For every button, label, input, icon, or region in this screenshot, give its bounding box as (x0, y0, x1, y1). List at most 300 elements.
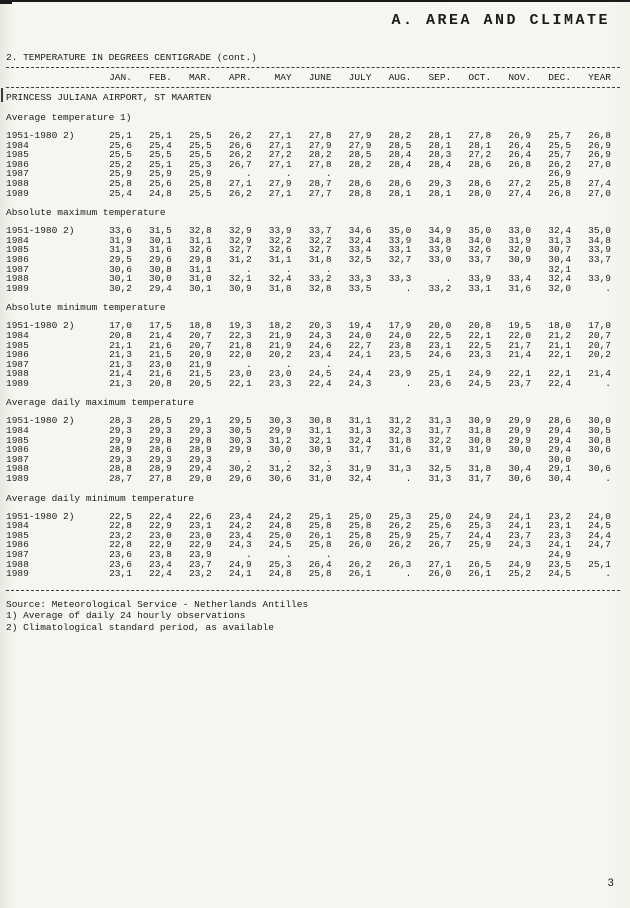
value-cell: 33,9 (268, 225, 292, 237)
value-cell: 28,8 (109, 463, 132, 475)
value-cell: 27,9 (348, 130, 372, 141)
value-cell: 28,5 (149, 415, 172, 427)
value-cell: 31,5 (149, 225, 172, 237)
value-cell: 32,1 (308, 434, 332, 446)
value-cell: 30,6 (588, 463, 611, 475)
row-label: 1988 (6, 463, 29, 475)
value-cell: 32,1 (228, 273, 252, 285)
value-cell: 23,5 (548, 558, 572, 570)
value-cell: 22,9 (149, 520, 172, 532)
value-cell: 26,2 (548, 158, 572, 170)
value-cell: 22,6 (188, 510, 212, 522)
value-cell: 33,7 (588, 253, 611, 265)
value-cell: 25,6 (109, 139, 132, 151)
value-cell: 28,2 (348, 158, 372, 170)
value-cell: 31,1 (268, 253, 292, 265)
value-cell: 27,1 (268, 158, 292, 170)
value-cell: 21,5 (149, 349, 172, 361)
station-name: PRINCESS JULIANA AIRPORT, ST MAARTEN (6, 92, 212, 103)
value-cell: 22,9 (149, 539, 172, 551)
value-cell: 25,9 (468, 539, 492, 551)
page-number: 3 (607, 878, 614, 890)
value-cell: 29,5 (109, 253, 132, 265)
value-cell: 33,7 (308, 225, 332, 237)
value-cell: 28,8 (348, 187, 372, 199)
column-header: APR. (228, 72, 252, 83)
value-cell: 29,0 (188, 473, 212, 485)
value-cell: 28,1 (428, 139, 452, 151)
value-cell: 27,7 (308, 187, 332, 199)
value-cell: 18,8 (188, 320, 212, 332)
value-cell: . (405, 282, 412, 294)
value-cell: 23,1 (428, 339, 452, 351)
value-cell: 31,3 (428, 473, 452, 485)
value-cell: 30,3 (268, 415, 292, 427)
value-cell: 34,8 (588, 234, 611, 246)
value-cell: 25,5 (188, 149, 212, 161)
row-label: 1986 (6, 158, 29, 170)
row-label: 1984 (6, 234, 29, 246)
row-label: 1988 (6, 177, 29, 189)
value-cell: 25,3 (268, 558, 292, 570)
value-cell: 24,1 (548, 539, 572, 551)
value-cell: 28,1 (468, 139, 492, 151)
value-cell: 26,8 (508, 158, 532, 170)
value-cell: 31,1 (188, 263, 212, 275)
value-cell: 25,8 (308, 539, 332, 551)
value-cell: 32,2 (308, 234, 332, 246)
value-cell (420, 265, 460, 275)
value-cell: 30,8 (588, 434, 611, 446)
value-cell: 25,7 (428, 529, 452, 541)
value-cell: 25,9 (149, 168, 172, 180)
value-cell: 23,6 (109, 558, 132, 570)
value-cell: 24,1 (348, 349, 372, 361)
row-label: 1987 (6, 168, 29, 180)
value-cell: 25,7 (548, 130, 572, 141)
value-cell: 31,3 (109, 244, 132, 256)
value-cell: 35,0 (388, 225, 412, 237)
value-cell: 24,6 (428, 349, 452, 361)
value-cell: 33,3 (388, 273, 412, 285)
value-cell: 27,8 (308, 130, 332, 141)
source-line: Source: Meteorological Service - Netherlands Antilles (6, 598, 309, 610)
value-cell: 30,6 (268, 473, 292, 485)
value-cell: 31,3 (548, 234, 572, 246)
value-cell: . (605, 568, 611, 580)
value-cell: 20,8 (109, 329, 132, 341)
row-label: 1989 (6, 282, 29, 294)
value-cell: 24,3 (348, 377, 372, 389)
value-cell: 29,6 (228, 473, 252, 485)
value-cell: 24,2 (268, 510, 292, 522)
value-cell: 20,5 (188, 377, 212, 389)
value-cell: 25,5 (188, 130, 212, 141)
value-cell: 31,2 (228, 253, 252, 265)
value-cell: 32,3 (308, 463, 332, 475)
value-cell: 24,5 (548, 568, 572, 580)
value-cell: 26,4 (508, 149, 532, 161)
value-cell: 28,9 (188, 444, 212, 456)
value-cell: 23,4 (228, 529, 252, 541)
value-cell: 33,3 (348, 273, 372, 285)
value-cell: 26,1 (308, 529, 332, 541)
value-cell: 25,3 (388, 510, 412, 522)
value-cell: 30,0 (588, 415, 611, 427)
value-cell: 32,4 (548, 273, 572, 285)
value-cell: 26,9 (548, 168, 572, 180)
value-cell: 21,6 (149, 368, 172, 380)
value-cell: 23,0 (188, 529, 212, 541)
value-cell: 23,0 (268, 368, 292, 380)
value-cell: 22,5 (428, 329, 452, 341)
value-cell: . (325, 549, 332, 560)
value-cell: 32,4 (348, 234, 372, 246)
value-cell: 22,0 (228, 349, 252, 361)
value-cell: 23,0 (228, 368, 252, 380)
value-cell: 25,8 (348, 520, 372, 532)
value-cell: 31,9 (428, 444, 452, 456)
table-section (6, 398, 620, 483)
value-cell: 30,0 (548, 453, 572, 465)
row-label: 1984 (6, 520, 29, 532)
value-cell: 24,8 (268, 520, 292, 532)
value-cell: 25,5 (149, 149, 172, 161)
value-cell: 33,9 (388, 234, 412, 246)
column-header: MAR. (188, 72, 212, 83)
value-cell: 32,2 (268, 234, 292, 246)
value-cell: 31,0 (188, 273, 212, 285)
value-cell: 22,1 (228, 377, 252, 389)
value-cell: 21,1 (109, 339, 132, 351)
value-cell: 22,9 (188, 539, 212, 551)
section-heading: Average daily minimum temperature (6, 492, 195, 504)
value-cell: 25,8 (548, 177, 572, 189)
row-label: 1986 (6, 253, 29, 265)
row-label: 1985 (6, 529, 29, 541)
value-cell: 31,8 (308, 253, 332, 265)
value-cell: 31,1 (348, 415, 372, 427)
value-cell: 21,9 (188, 358, 212, 370)
value-cell: 31,2 (268, 434, 292, 446)
row-label: 1989 (6, 568, 29, 580)
value-cell: 32,7 (308, 244, 332, 256)
value-cell: 24,4 (588, 529, 611, 541)
value-cell: 28,5 (348, 149, 372, 161)
value-cell: 24,3 (508, 539, 532, 551)
value-cell: 26,2 (228, 187, 252, 199)
value-cell: 24,0 (348, 329, 372, 341)
value-cell: 34,6 (348, 225, 372, 237)
value-cell: 28,1 (428, 187, 452, 199)
value-cell: 22,5 (468, 339, 492, 351)
value-cell: 30,1 (109, 273, 132, 285)
value-cell: 28,1 (388, 187, 412, 199)
value-cell: 21,7 (508, 339, 532, 351)
value-cell: 25,8 (109, 177, 132, 189)
value-cell: 24,5 (588, 520, 611, 532)
value-cell: 24,0 (388, 329, 412, 341)
value-cell: 28,3 (109, 415, 132, 427)
value-cell: 29,4 (548, 425, 572, 437)
value-cell: 33,4 (348, 244, 372, 256)
value-cell: . (285, 358, 292, 370)
value-cell: 26,4 (508, 139, 532, 151)
value-cell: 30,6 (109, 263, 132, 275)
row-label: 1951-1980 2) (6, 225, 75, 237)
value-cell: 31,2 (388, 415, 412, 427)
value-cell: 22,3 (228, 329, 252, 341)
value-cell: 23,0 (149, 358, 172, 370)
value-cell: . (325, 263, 332, 275)
row-label: 1989 (6, 473, 29, 485)
value-cell: 25,5 (109, 149, 132, 161)
value-cell: 23,3 (548, 529, 572, 541)
value-cell: 25,7 (548, 149, 572, 161)
value-cell: 22,1 (548, 349, 572, 361)
value-cell: 32,6 (468, 244, 492, 256)
value-cell: . (405, 568, 412, 580)
value-cell: . (245, 549, 252, 560)
value-cell: 24,8 (149, 187, 172, 199)
row-label: 1987 (6, 453, 29, 465)
value-cell: 27,1 (428, 558, 452, 570)
value-cell: 26,2 (388, 539, 412, 551)
value-cell: 28,4 (388, 158, 412, 170)
value-cell: 29,9 (268, 425, 292, 437)
row-label: 1986 (6, 444, 29, 456)
value-cell: 28,7 (109, 473, 132, 485)
value-cell: 20,7 (188, 329, 212, 341)
value-cell: 29,9 (508, 425, 532, 437)
value-cell: 29,4 (149, 282, 172, 294)
value-cell: 24,5 (468, 377, 492, 389)
value-cell: 23,4 (149, 558, 172, 570)
column-header: JULY (348, 72, 372, 83)
value-cell: . (245, 453, 252, 465)
value-cell: 30,8 (468, 434, 492, 446)
column-header: JUNE (308, 72, 332, 83)
value-cell: 20,3 (308, 320, 332, 332)
divider-under-headers (6, 85, 620, 88)
value-cell: 26,2 (348, 558, 372, 570)
value-cell: 22,4 (149, 510, 172, 522)
value-cell: . (245, 358, 252, 370)
column-header: NOV. (508, 72, 532, 83)
value-cell: 26,4 (308, 558, 332, 570)
row-label: 1988 (6, 368, 29, 380)
value-cell: 31,7 (348, 444, 372, 456)
value-cell: 30,3 (228, 434, 252, 446)
divider-top (6, 65, 620, 68)
row-label: 1985 (6, 244, 29, 256)
table-sections (6, 113, 620, 579)
footer (6, 599, 620, 634)
footnote-2: 2) Climatological standard period, as available (6, 621, 274, 633)
value-cell: 25,3 (468, 520, 492, 532)
value-cell: 26,5 (468, 558, 492, 570)
value-cell: 32,0 (548, 282, 572, 294)
value-cell: 33,0 (428, 253, 452, 265)
value-cell: 26,2 (388, 520, 412, 532)
value-cell: 27,4 (588, 177, 611, 189)
value-cell: 24,2 (228, 520, 252, 532)
value-cell: 29,3 (109, 453, 132, 465)
value-cell: 31,9 (508, 234, 532, 246)
value-cell: . (325, 453, 332, 465)
value-cell: 30,1 (188, 282, 212, 294)
value-cell: 20,7 (588, 329, 611, 341)
value-cell: 33,0 (508, 225, 532, 237)
value-cell: . (285, 453, 292, 465)
column-header: AUG. (388, 72, 412, 83)
value-cell: 17,5 (149, 320, 172, 332)
value-cell: 29,9 (109, 434, 132, 446)
value-cell: . (285, 168, 292, 180)
value-cell: 29,8 (188, 253, 212, 265)
value-cell: 24,5 (268, 539, 292, 551)
value-cell: 33,2 (308, 273, 332, 285)
value-cell: 23,1 (548, 520, 572, 532)
value-cell: 25,1 (149, 130, 172, 141)
row-label-spacer (6, 72, 101, 83)
value-cell: 30,8 (308, 415, 332, 427)
value-cell: 25,4 (109, 187, 132, 199)
column-header: SEP. (428, 72, 452, 83)
value-cell: 22,1 (548, 368, 572, 380)
value-cell: 20,2 (588, 349, 611, 361)
value-cell: 24,9 (508, 558, 532, 570)
value-cell: 27,8 (308, 158, 332, 170)
value-cell: 29,4 (548, 434, 572, 446)
column-header: JAN. (109, 72, 132, 83)
value-cell: 23,2 (109, 529, 132, 541)
value-cell: 28,6 (388, 177, 412, 189)
value-cell: 29,1 (548, 463, 572, 475)
value-cell: 27,1 (228, 177, 252, 189)
value-cell: . (605, 377, 611, 389)
value-cell: 31,9 (348, 463, 372, 475)
value-cell: 23,7 (188, 558, 212, 570)
value-cell: 21,4 (588, 368, 611, 380)
value-cell: 21,2 (548, 329, 572, 341)
value-cell: 24,9 (468, 368, 492, 380)
row-label: 1986 (6, 539, 29, 551)
value-cell: 33,9 (588, 244, 611, 256)
value-cell: 25,1 (149, 158, 172, 170)
row-label: 1985 (6, 339, 29, 351)
value-cell: 33,9 (428, 244, 452, 256)
value-cell: 31,8 (388, 434, 412, 446)
value-cell: 19,4 (348, 320, 372, 332)
row-label: 1951-1980 2) (6, 130, 75, 141)
value-cell: 25,5 (548, 139, 572, 151)
value-cell: 29,3 (109, 425, 132, 437)
value-cell: 28,9 (149, 463, 172, 475)
value-cell: 29,4 (188, 463, 212, 475)
value-cell: 31,6 (388, 444, 412, 456)
value-cell: 25,8 (308, 568, 332, 580)
value-cell: 23,8 (388, 339, 412, 351)
value-cell: 32,8 (188, 225, 212, 237)
value-cell: 31,8 (468, 463, 492, 475)
value-cell: 33,1 (468, 282, 492, 294)
value-cell: 18,2 (268, 320, 292, 332)
value-cell: 25,4 (149, 139, 172, 151)
section-heading: Average daily maximum temperature (6, 397, 195, 409)
table-section (6, 208, 620, 293)
value-cell: 30,0 (508, 444, 532, 456)
value-cell: 26,7 (428, 539, 452, 551)
value-cell: 21,4 (508, 349, 532, 361)
table-section (6, 303, 620, 388)
value-cell: 24,5 (308, 368, 332, 380)
row-label: 1951-1980 2) (6, 510, 75, 522)
value-cell: 28,2 (388, 130, 412, 141)
value-cell: 29,3 (149, 453, 172, 465)
value-cell: 21,3 (109, 377, 132, 389)
value-cell: 24,8 (268, 568, 292, 580)
value-cell: 33,9 (588, 273, 611, 285)
value-cell: 28,6 (468, 158, 492, 170)
value-cell: 31,3 (348, 425, 372, 437)
value-cell: . (605, 282, 611, 294)
value-cell: 32,3 (388, 425, 412, 437)
value-cell: 23,6 (109, 549, 132, 560)
value-cell: 24,3 (228, 539, 252, 551)
value-cell: 22,7 (348, 339, 372, 351)
value-cell: 20,0 (428, 320, 452, 332)
value-cell: 25,9 (188, 168, 212, 180)
value-cell: 19,5 (508, 320, 532, 332)
table-row (6, 255, 620, 265)
value-cell: 30,9 (508, 253, 532, 265)
value-cell: 24,7 (588, 539, 611, 551)
value-cell: 22,1 (468, 329, 492, 341)
value-cell: 32,0 (508, 244, 532, 256)
value-cell: 22,4 (149, 568, 172, 580)
value-cell: 20,7 (588, 339, 611, 351)
value-cell: 23,1 (109, 568, 132, 580)
value-cell: . (405, 473, 412, 485)
value-cell: 31,8 (268, 282, 292, 294)
value-cell: 17,0 (588, 320, 611, 332)
value-cell: 21,4 (109, 368, 132, 380)
value-cell: 24,1 (228, 568, 252, 580)
table-row (6, 379, 620, 389)
value-cell: 26,2 (228, 149, 252, 161)
value-cell: 25,6 (428, 520, 452, 532)
value-cell: 24,4 (468, 529, 492, 541)
row-label: 1989 (6, 187, 29, 199)
value-cell: 30,4 (548, 473, 572, 485)
value-cell: 26,0 (348, 539, 372, 551)
value-cell: 32,5 (428, 463, 452, 475)
value-cell: 32,9 (228, 225, 252, 237)
value-cell: 28,6 (348, 177, 372, 189)
row-label: 1985 (6, 434, 29, 446)
scan-margin-artifact (1, 88, 3, 102)
table-section (6, 113, 620, 198)
value-cell: 27,2 (508, 177, 532, 189)
value-cell: 28,6 (548, 415, 572, 427)
value-cell: 23,7 (508, 377, 532, 389)
value-cell: 29,3 (149, 425, 172, 437)
value-cell: 23,6 (428, 377, 452, 389)
column-header: YEAR (588, 72, 611, 83)
value-cell: 26,1 (468, 568, 492, 580)
value-cell: 23,1 (188, 520, 212, 532)
